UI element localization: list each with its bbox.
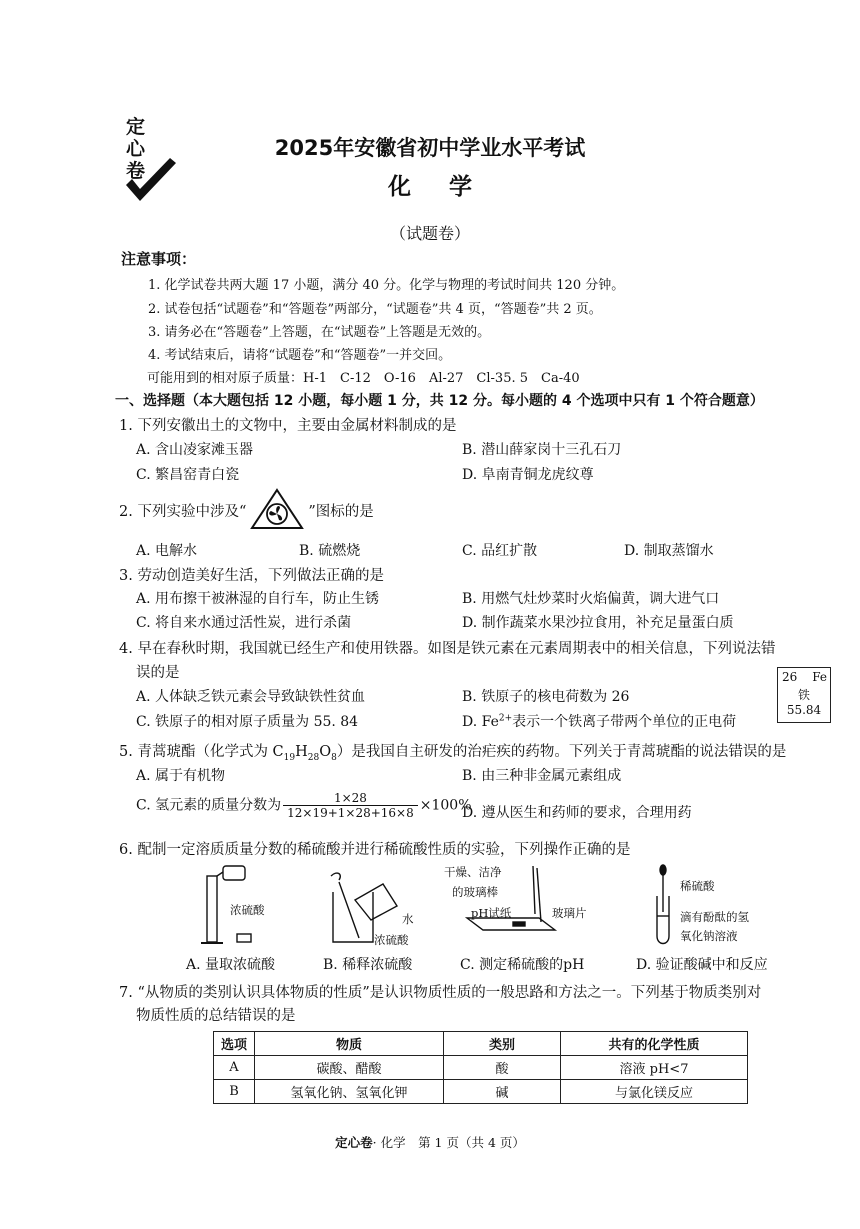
fig-d-label-acid: 稀硫酸 [680,879,715,893]
mass-fraction [283,791,418,820]
table-cell: B [214,1080,255,1104]
q4-option-d [462,711,736,731]
q1-option-b: B. 潜山薛家岗十三孔石刀 [462,442,622,458]
element-name: 铁 [797,688,810,702]
fig-a-label: 浓硫酸 [230,903,265,917]
fraction-numerator: 1×28 [283,791,418,806]
q2-option-a: A. 电解水 [136,543,198,559]
q5-option-d: D. 遵从医生和药师的要求，合理用药 [462,805,692,821]
question-7-stem: 7. “从物质的类别认识具体物质的性质”是认识物质性质的一般思路和方法之一。下列基于物质类别对 [119,985,762,1001]
fig-c-label-glass: 玻璃片 [552,906,587,920]
table-cell: 溶液 pH<7 [561,1056,748,1080]
q6-caption-d: D. 验证酸碱中和反应 [636,957,768,973]
question-5-stem [119,740,786,763]
q1-option-c: C. 繁昌窑青白瓷 [136,467,240,483]
table-header: 选项 [214,1032,255,1056]
fig-d-label: 滴有酚酞的氢 [680,910,749,924]
table-header: 物质 [255,1032,444,1056]
q3-option-d: D. 制作蔬菜水果沙拉食用，补充足量蛋白质 [462,615,734,631]
question-7-stem-cont: 物质性质的总结错误的是 [136,1008,296,1024]
section-heading: 一、选择题（本大题包括 12 小题，每小题 1 分，共 12 分。每小题的 4 个选项中只有 1 个符合题意） [115,393,764,409]
q5-option-a: A. 属于有机物 [136,768,226,784]
q5-c-sub: 19 [283,752,296,763]
notice-item: 1. 化学试卷共两大题 17 小题，满分 40 分。化学与物理的考试时间共 120 分钟。 [148,278,625,293]
fraction-denominator: 12×19+1×28+16×8 [287,806,414,820]
table-header-row [214,1032,748,1056]
q1-option-a: A. 含山凌家滩玉器 [136,442,254,458]
question-3-stem: 3. 劳动创造美好生活，下列做法正确的是 [119,568,384,584]
q4-option-d-sup: 2+ [498,713,513,724]
table-cell: 与氯化镁反应 [561,1080,748,1104]
q2-stem-post: ”图标的是 [308,504,374,520]
page-footer [0,1133,860,1151]
logo-char: 卷 [126,160,146,182]
q3-option-c: C. 将自来水通过活性炭，进行杀菌 [136,615,352,631]
q2-option-c: C. 品红扩散 [462,543,538,559]
ventilation-fan-icon [250,488,304,530]
table-cell: 酸 [444,1056,561,1080]
q4-option-a: A. 人体缺乏铁元素会导致缺铁性贫血 [136,689,366,705]
table-cell: 碳酸、醋酸 [255,1056,444,1080]
table-cell: 氢氧化钠、氢氧化钾 [255,1080,444,1104]
logo-char: 定 [126,116,146,138]
q4-option-d-post: 表示一个铁离子带两个单位的正电荷 [512,714,737,730]
question-4-stem-cont: 误的是 [136,665,180,681]
notice-item: 3. 请务必在“答题卷”上答题，在“试题卷”上答题是无效的。 [148,325,491,340]
question-4-stem: 4. 早在春秋时期，我国就已经生产和使用铁器。如图是铁元素在元素周期表中的相关信息，下列说法错 [119,641,776,657]
table-row [214,1056,748,1080]
q5-o-sub: 8 [331,752,337,763]
table-row [214,1080,748,1104]
q5-stem-pre: 5. 青蒿琥酯（化学式为 C [119,744,284,760]
q5-option-b: B. 由三种非金属元素组成 [462,768,622,784]
iron-element-card [777,667,831,723]
q1-option-d: D. 阜南青铜龙虎纹尊 [462,467,594,483]
logo-char: 心 [126,138,146,160]
q7-table [213,1031,748,1104]
table-header: 类别 [444,1032,561,1056]
fig-c-label: 的玻璃棒 [452,885,498,899]
fig-c-label-ph-paper: pH试纸 [471,906,512,920]
q4-option-c: C. 铁原子的相对原子质量为 55. 84 [136,714,359,730]
figure-d [657,865,669,944]
notice-item: 4. 考试结束后，请将“试题卷”和“答题卷”一并交回。 [148,348,452,363]
question-6-stem: 6. 配制一定溶质质量分数的稀硫酸并进行稀硫酸性质的实验，下列操作正确的是 [119,842,631,858]
subject-title: 化学 [388,174,510,200]
question-1-stem: 1. 下列安徽出土的文物中，主要由金属材料制成的是 [119,418,457,434]
atomic-masses: 可能用到的相对原子质量：H-1 C-12 O-16 Al-27 Cl-35. 5 Ca-40 [147,371,580,386]
notice-item: 2. 试卷包括“试题卷”和“答题卷”两部分，“试题卷”共 4 页，“答题卷”共 2 页。 [148,302,602,317]
fig-b-label-acid: 浓硫酸 [374,933,409,947]
q4-option-b: B. 铁原子的核电荷数为 26 [462,689,630,705]
fig-d-label: 氧化钠溶液 [680,929,738,943]
q5-stem-post: ）是我国自主研发的治疟疾的药物。下列关于青蒿琥酯的说法错误的是 [336,744,787,760]
table-cell: 碱 [444,1080,561,1104]
table-header: 共有的化学性质 [561,1032,748,1056]
question-2-stem [119,500,374,521]
q5-option-c-post: ×100% [419,797,472,814]
element-symbol: Fe [812,670,827,684]
q5-option-c-pre: C. 氢元素的质量分数为 [136,797,282,814]
q2-option-b: B. 硫燃烧 [299,543,361,559]
paper-type: （试题卷） [389,224,470,243]
q4-option-d-pre: D. Fe [462,714,499,730]
q5-h-sub: 28 [307,752,320,763]
notice-heading: 注意事项： [121,250,197,268]
q6-caption-a: A. 量取浓硫酸 [186,957,276,973]
exam-title: 2025年安徽省初中学业水平考试 [274,136,586,160]
footer-brand: 定心卷 [335,1135,373,1150]
footer-page-info: · 化学 第 1 页（共 4 页） [372,1135,525,1150]
fig-c-label: 干燥、洁净 [444,865,502,879]
table-cell: A [214,1056,255,1080]
fig-b-label-water: 水 [402,912,414,926]
q5-o: O [319,744,332,760]
atomic-number: 26 [782,670,798,684]
q3-option-b: B. 用燃气灶炒菜时火焰偏黄，调大进气口 [462,591,720,607]
q5-h: H [295,744,308,760]
q6-caption-b: B. 稀释浓硫酸 [323,957,413,973]
atomic-mass: 55.84 [786,703,822,717]
q6-caption-c: C. 测定稀硫酸的pH [460,957,585,973]
q5-option-c [136,791,472,820]
q3-option-a: A. 用布擦干被淋湿的自行车，防止生锈 [136,591,380,607]
q2-option-d: D. 制取蒸馏水 [624,543,714,559]
q2-stem-pre: 2. 下列实验中涉及“ [119,504,247,520]
